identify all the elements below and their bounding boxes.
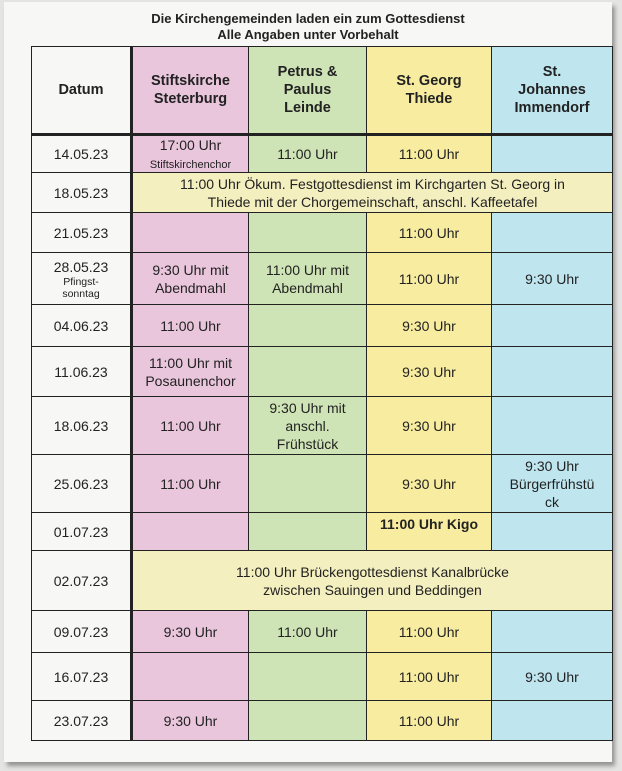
date-cell: 21.05.23: [32, 213, 132, 253]
header-st-georg: St. Georg Thiede: [367, 47, 492, 135]
date-cell: 28.05.23 Pfingst- sonntag: [32, 253, 132, 305]
johannes-cell: [492, 701, 613, 741]
petrus-cell: 11:00 Uhr: [249, 135, 367, 173]
petrus-cell: [249, 455, 367, 513]
table-row: [32, 611, 613, 653]
petrus-cell: [249, 347, 367, 397]
table-row: [32, 455, 613, 513]
table-row: [32, 653, 613, 701]
date-cell: 16.07.23: [32, 653, 132, 701]
table-row: [32, 305, 613, 347]
georg-cell: 11:00 Uhr: [367, 653, 492, 701]
date-cell: 18.05.23: [32, 173, 132, 213]
georg-cell: 11:00 Uhr: [367, 701, 492, 741]
georg-cell: 9:30 Uhr: [367, 397, 492, 455]
header-date: Datum: [32, 47, 132, 135]
johannes-cell: [492, 347, 613, 397]
table-row: [32, 213, 613, 253]
table-row: [32, 135, 613, 173]
georg-cell: 11:00 Uhr Kigo: [367, 513, 492, 551]
johannes-cell: [492, 213, 613, 253]
georg-cell: 11:00 Uhr: [367, 253, 492, 305]
petrus-cell: [249, 513, 367, 551]
table-row: [32, 701, 613, 741]
header-petrus-paulus: Petrus & Paulus Leinde: [249, 47, 367, 135]
stift-cell: 11:00 Uhr: [132, 397, 249, 455]
georg-cell: 11:00 Uhr: [367, 213, 492, 253]
johannes-cell: 9:30 Uhr Bürgerfrühstü ck: [492, 455, 613, 513]
stift-cell: [132, 213, 249, 253]
stift-cell: [132, 653, 249, 701]
johannes-cell: 9:30 Uhr: [492, 253, 613, 305]
johannes-cell: [492, 611, 613, 653]
petrus-cell: [249, 701, 367, 741]
joint-service-cell: 11:00 Uhr Ökum. Festgottesdienst im Kirchgarten St. Georg in Thiede mit der Chorgemeinschaft, anschl. Kaffeetafel: [132, 173, 613, 213]
table-row: [32, 551, 613, 611]
service-schedule-table: [31, 46, 613, 741]
petrus-cell: 9:30 Uhr mit anschl. Frühstück: [249, 397, 367, 455]
table-row: [32, 513, 613, 551]
georg-cell: 11:00 Uhr: [367, 135, 492, 173]
stift-cell: 9:30 Uhr mit Abendmahl: [132, 253, 249, 305]
table-row: [32, 173, 613, 213]
petrus-cell: [249, 213, 367, 253]
date-cell: 02.07.23: [32, 551, 132, 611]
stift-cell: 11:00 Uhr mit Posaunenchor: [132, 347, 249, 397]
stift-cell: [132, 513, 249, 551]
georg-cell: 9:30 Uhr: [367, 347, 492, 397]
joint-service-cell: 11:00 Uhr Brückengottesdienst Kanalbrücke zwischen Sauingen und Beddingen: [132, 551, 613, 611]
stift-cell: 11:00 Uhr: [132, 455, 249, 513]
document-page: [4, 2, 612, 762]
date-cell: 25.06.23: [32, 455, 132, 513]
stift-cell: 9:30 Uhr: [132, 701, 249, 741]
date-cell: 04.06.23: [32, 305, 132, 347]
date-cell: 23.07.23: [32, 701, 132, 741]
johannes-cell: [492, 397, 613, 455]
date-cell: 11.06.23: [32, 347, 132, 397]
table-row: [32, 253, 613, 305]
georg-cell: 11:00 Uhr: [367, 611, 492, 653]
petrus-cell: [249, 305, 367, 347]
johannes-cell: 9:30 Uhr: [492, 653, 613, 701]
date-cell: 14.05.23: [32, 135, 132, 173]
header-st-johannes: St. Johannes Immendorf: [492, 47, 613, 135]
petrus-cell: 11:00 Uhr mit Abendmahl: [249, 253, 367, 305]
johannes-cell: [492, 135, 613, 173]
stift-cell: 17:00 Uhr Stiftskirchenchor: [132, 135, 249, 173]
stift-cell: 11:00 Uhr: [132, 305, 249, 347]
johannes-cell: [492, 305, 613, 347]
stift-cell: 9:30 Uhr: [132, 611, 249, 653]
table-row: [32, 397, 613, 455]
date-cell: 09.07.23: [32, 611, 132, 653]
header-stiftskirche: Stiftskirche Steterburg: [132, 47, 249, 135]
johannes-cell: [492, 513, 613, 551]
date-cell: 18.06.23: [32, 397, 132, 455]
table-row: [32, 347, 613, 397]
georg-cell: 9:30 Uhr: [367, 305, 492, 347]
petrus-cell: [249, 653, 367, 701]
georg-cell: 9:30 Uhr: [367, 455, 492, 513]
page-heading: [4, 11, 612, 43]
date-cell: 01.07.23: [32, 513, 132, 551]
table-header-row: [32, 47, 613, 135]
heading-line-1: Die Kirchengemeinden laden ein zum Gottesdienst: [151, 11, 465, 26]
heading-line-2: Alle Angaben unter Vorbehalt: [217, 27, 399, 42]
petrus-cell: 11:00 Uhr: [249, 611, 367, 653]
